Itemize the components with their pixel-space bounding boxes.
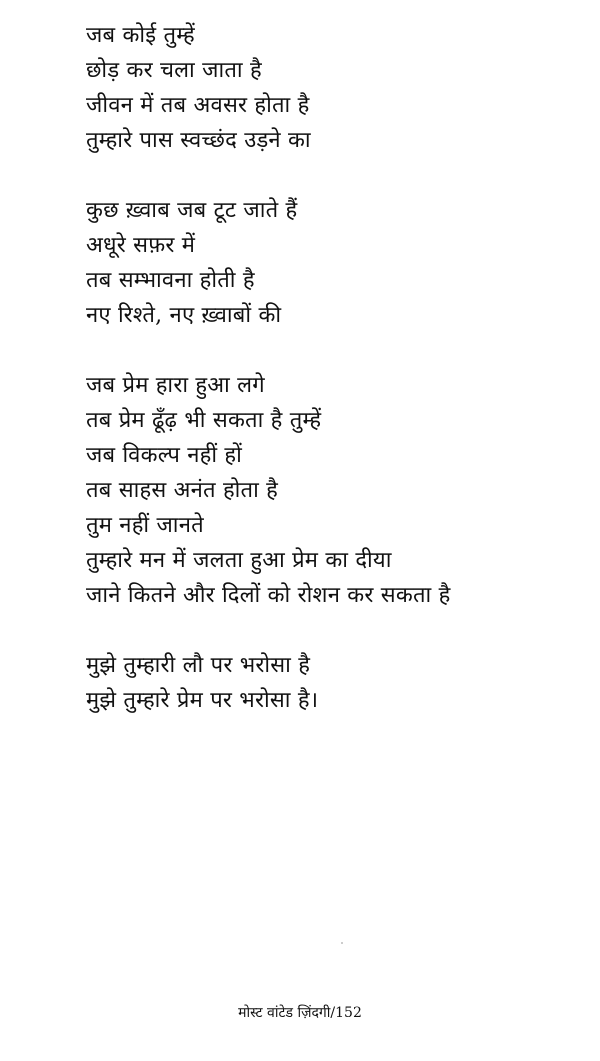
- poem-line: तब प्रेम ढूँढ़ भी सकता है तुम्हें: [86, 408, 322, 433]
- page-footer: मोस्ट वांटेड ज़िंदगी/152: [238, 1005, 362, 1021]
- stanza: [86, 648, 586, 718]
- poem-line: जाने कितने और दिलों को रोशन कर सकता है: [86, 583, 451, 608]
- poem-line: जब कोई तुम्हें: [86, 23, 195, 48]
- poem-line: जीवन में तब अवसर होता है: [86, 93, 310, 118]
- stanza: [86, 193, 586, 333]
- poem-line: मुझे तुम्हारे प्रेम पर भरोसा है।: [86, 688, 319, 713]
- poem-line: तुम्हारे पास स्वच्छंद उड़ने का: [86, 128, 311, 153]
- poem: [86, 18, 586, 753]
- poem-line: तुम नहीं जानते: [86, 513, 204, 538]
- poem-line: जब प्रेम हारा हुआ लगे: [86, 373, 265, 398]
- stanza: [86, 368, 586, 613]
- poem-line: तब सम्भावना होती है: [86, 268, 255, 293]
- scan-speck: [341, 942, 343, 944]
- poem-line: कुछ ख़्वाब जब टूट जाते हैं: [86, 198, 298, 223]
- poem-line: अधूरे सफ़र में: [86, 233, 196, 258]
- poem-line: नए रिश्ते, नए ख़्वाबों की: [86, 303, 282, 328]
- poem-line: तुम्हारे मन में जलता हुआ प्रेम का दीया: [86, 548, 392, 573]
- stanza: [86, 18, 586, 158]
- poem-line: जब विकल्प नहीं हों: [86, 443, 242, 468]
- poem-line: मुझे तुम्हारी लौ पर भरोसा है: [86, 653, 311, 678]
- poem-line: तब साहस अनंत होता है: [86, 478, 279, 503]
- poem-line: छोड़ कर चला जाता है: [86, 58, 262, 83]
